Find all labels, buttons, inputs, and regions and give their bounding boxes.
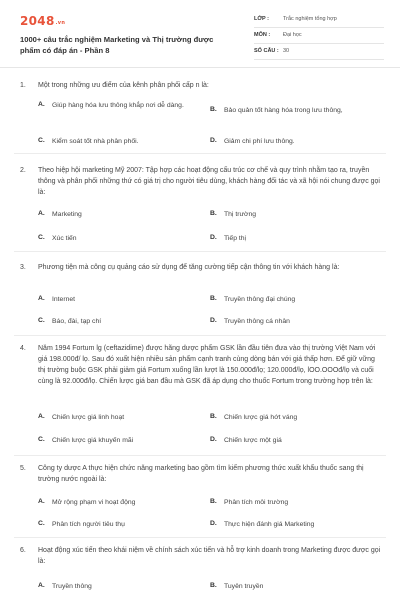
- page-title: 1000+ câu trắc nghiệm Marketing và Thị trường được phẩm có đáp án - Phần 8: [20, 35, 214, 55]
- option-letter: B.: [210, 210, 217, 217]
- option-text: Phân tích người tiêu thụ: [52, 521, 125, 528]
- option-text: Kiểm soát tốt nhà phân phối.: [52, 138, 139, 145]
- option-letter: B.: [210, 106, 217, 113]
- option-text: Chiến lược giá linh hoạt: [52, 414, 125, 421]
- meta-info: [254, 12, 384, 60]
- option-letter: B.: [210, 498, 217, 505]
- meta-label: LỚP :: [254, 16, 269, 22]
- question-number: 2.: [20, 167, 26, 174]
- question-text: Công ty dược A thực hiện chức năng marketing bao gồm tìm kiếm phương thức xuất khẩu thuốc sang thị trường nước ngoài là:: [38, 465, 364, 483]
- option-letter: C.: [38, 520, 45, 527]
- site-logo[interactable]: [20, 14, 65, 28]
- option-letter: C.: [38, 317, 45, 324]
- question-number: 6.: [20, 547, 26, 554]
- option-letter: A.: [38, 498, 45, 505]
- question-number: 1.: [20, 82, 26, 89]
- meta-label: MÔN :: [254, 32, 271, 38]
- question-2: [20, 165, 385, 253]
- option-letter: D.: [210, 317, 217, 324]
- option-letter: C.: [38, 436, 45, 443]
- question-4: [20, 343, 385, 451]
- question-text: Năm 1994 Fortum lg (ceftazidime) được hãng dược phẩm GSK lần đầu tiên đưa vào thị trường Việt Nam với giá 198.000đ/ lọ. Sau đó xuất hiện nhiều sản phẩm cạnh tranh cùng dòng bán với giá thấp hơn. Để giữ vững thị trường buộc GSK phải giảm giá Fortum xuống lần lượt là 150.000đ/lọ; 120.000đ/lọ, lOO.OOOđ/lọ và cuối cùng là 92.000đ/lọ. Chiến lược giá ban đầu mà GSK đã áp dụng cho thuốc Fortum trong trường hợp trên là:: [38, 345, 376, 385]
- option-letter: A.: [38, 582, 45, 589]
- option-text: Truyền thông: [52, 583, 92, 590]
- meta-row-count: [254, 44, 384, 60]
- option-text: Tuyên truyền: [224, 583, 264, 590]
- option-letter: B.: [210, 295, 217, 302]
- option-text: Bảo quản tốt hàng hóa trong lưu thông,: [224, 107, 343, 114]
- header-divider: [0, 67, 400, 68]
- option-text: Marketing: [52, 211, 82, 218]
- meta-row-class: [254, 12, 384, 28]
- option-text: Internet: [52, 296, 76, 303]
- option-letter: D.: [210, 436, 217, 443]
- option-letter: D.: [210, 234, 217, 241]
- question-text: Theo hiệp hội marketing Mỹ 2007: Tập hợp các hoạt động cấu trúc cơ chế và quy trình nhằm tạo ra, truyền thông và phân phối những thứ có giá trị cho người tiêu dùng, khách hàng đối tác và xã hội nói chung được gọi là:: [38, 167, 380, 196]
- option-text: Thị trường: [224, 211, 257, 218]
- question-divider: [14, 537, 386, 538]
- option-letter: D.: [210, 520, 217, 527]
- question-divider: [14, 455, 386, 456]
- option-letter: B.: [210, 413, 217, 420]
- option-text: Truyền thông đại chúng: [224, 296, 296, 303]
- question-divider: [14, 251, 386, 252]
- logo-suffix: .vn: [55, 20, 66, 26]
- meta-value: Trắc nghiệm tổng hợp: [283, 16, 337, 22]
- question-number: 3.: [20, 264, 26, 271]
- question-6: [20, 545, 385, 600]
- question-number: 4.: [20, 345, 26, 352]
- page-header: [0, 0, 400, 68]
- question-text: Một trong những ưu điểm của kênh phân phối cấp n là:: [38, 82, 209, 89]
- option-text: Chiến lược một giá: [224, 437, 282, 444]
- question-5: [20, 463, 385, 533]
- option-text: Báo, đài, tạp chí: [52, 318, 102, 325]
- meta-row-subject: [254, 28, 384, 44]
- option-text: Tiếp thị: [224, 235, 247, 242]
- meta-value: 30: [283, 48, 290, 54]
- option-letter: C.: [38, 137, 45, 144]
- question-1: [20, 80, 385, 158]
- option-letter: B.: [210, 582, 217, 589]
- option-text: Mở rộng phạm vi hoạt động: [52, 499, 136, 506]
- question-3: [20, 262, 385, 330]
- question-text: Phương tiện mà công cụ quảng cáo sử dụng để tăng cường tiếp cận thông tin với khách hàng là:: [38, 264, 340, 271]
- logo-text: 2048: [20, 14, 55, 28]
- option-letter: C.: [38, 234, 45, 241]
- option-letter: A.: [38, 101, 45, 108]
- option-letter: A.: [38, 413, 45, 420]
- question-text: Hoạt động xúc tiến theo khái niệm về chính sách xúc tiến và hỗ trợ kinh doanh trong Marketing được được gọi là:: [38, 547, 381, 565]
- option-text: Giảm chi phí lưu thông.: [224, 138, 295, 145]
- question-number: 5.: [20, 465, 26, 472]
- question-divider: [14, 153, 386, 154]
- option-text: Phân tích môi trường: [224, 499, 289, 506]
- question-divider: [14, 335, 386, 336]
- option-text: Truyền thông cá nhân: [224, 318, 290, 325]
- option-text: Xúc tiến: [52, 235, 77, 242]
- option-text: Chiến lược giá hớt váng: [224, 414, 298, 421]
- option-text: Thực hiện đánh giá Marketing: [224, 521, 315, 528]
- option-text: Giúp hàng hóa lưu thông khắp nơi dễ dàng.: [52, 102, 184, 109]
- option-letter: A.: [38, 295, 45, 302]
- meta-value: Đại học: [283, 32, 302, 38]
- option-text: Chiến lược giá khuyến mãi: [52, 437, 134, 444]
- option-letter: D.: [210, 137, 217, 144]
- meta-label: SỐ CÂU :: [254, 48, 279, 54]
- option-letter: A.: [38, 210, 45, 217]
